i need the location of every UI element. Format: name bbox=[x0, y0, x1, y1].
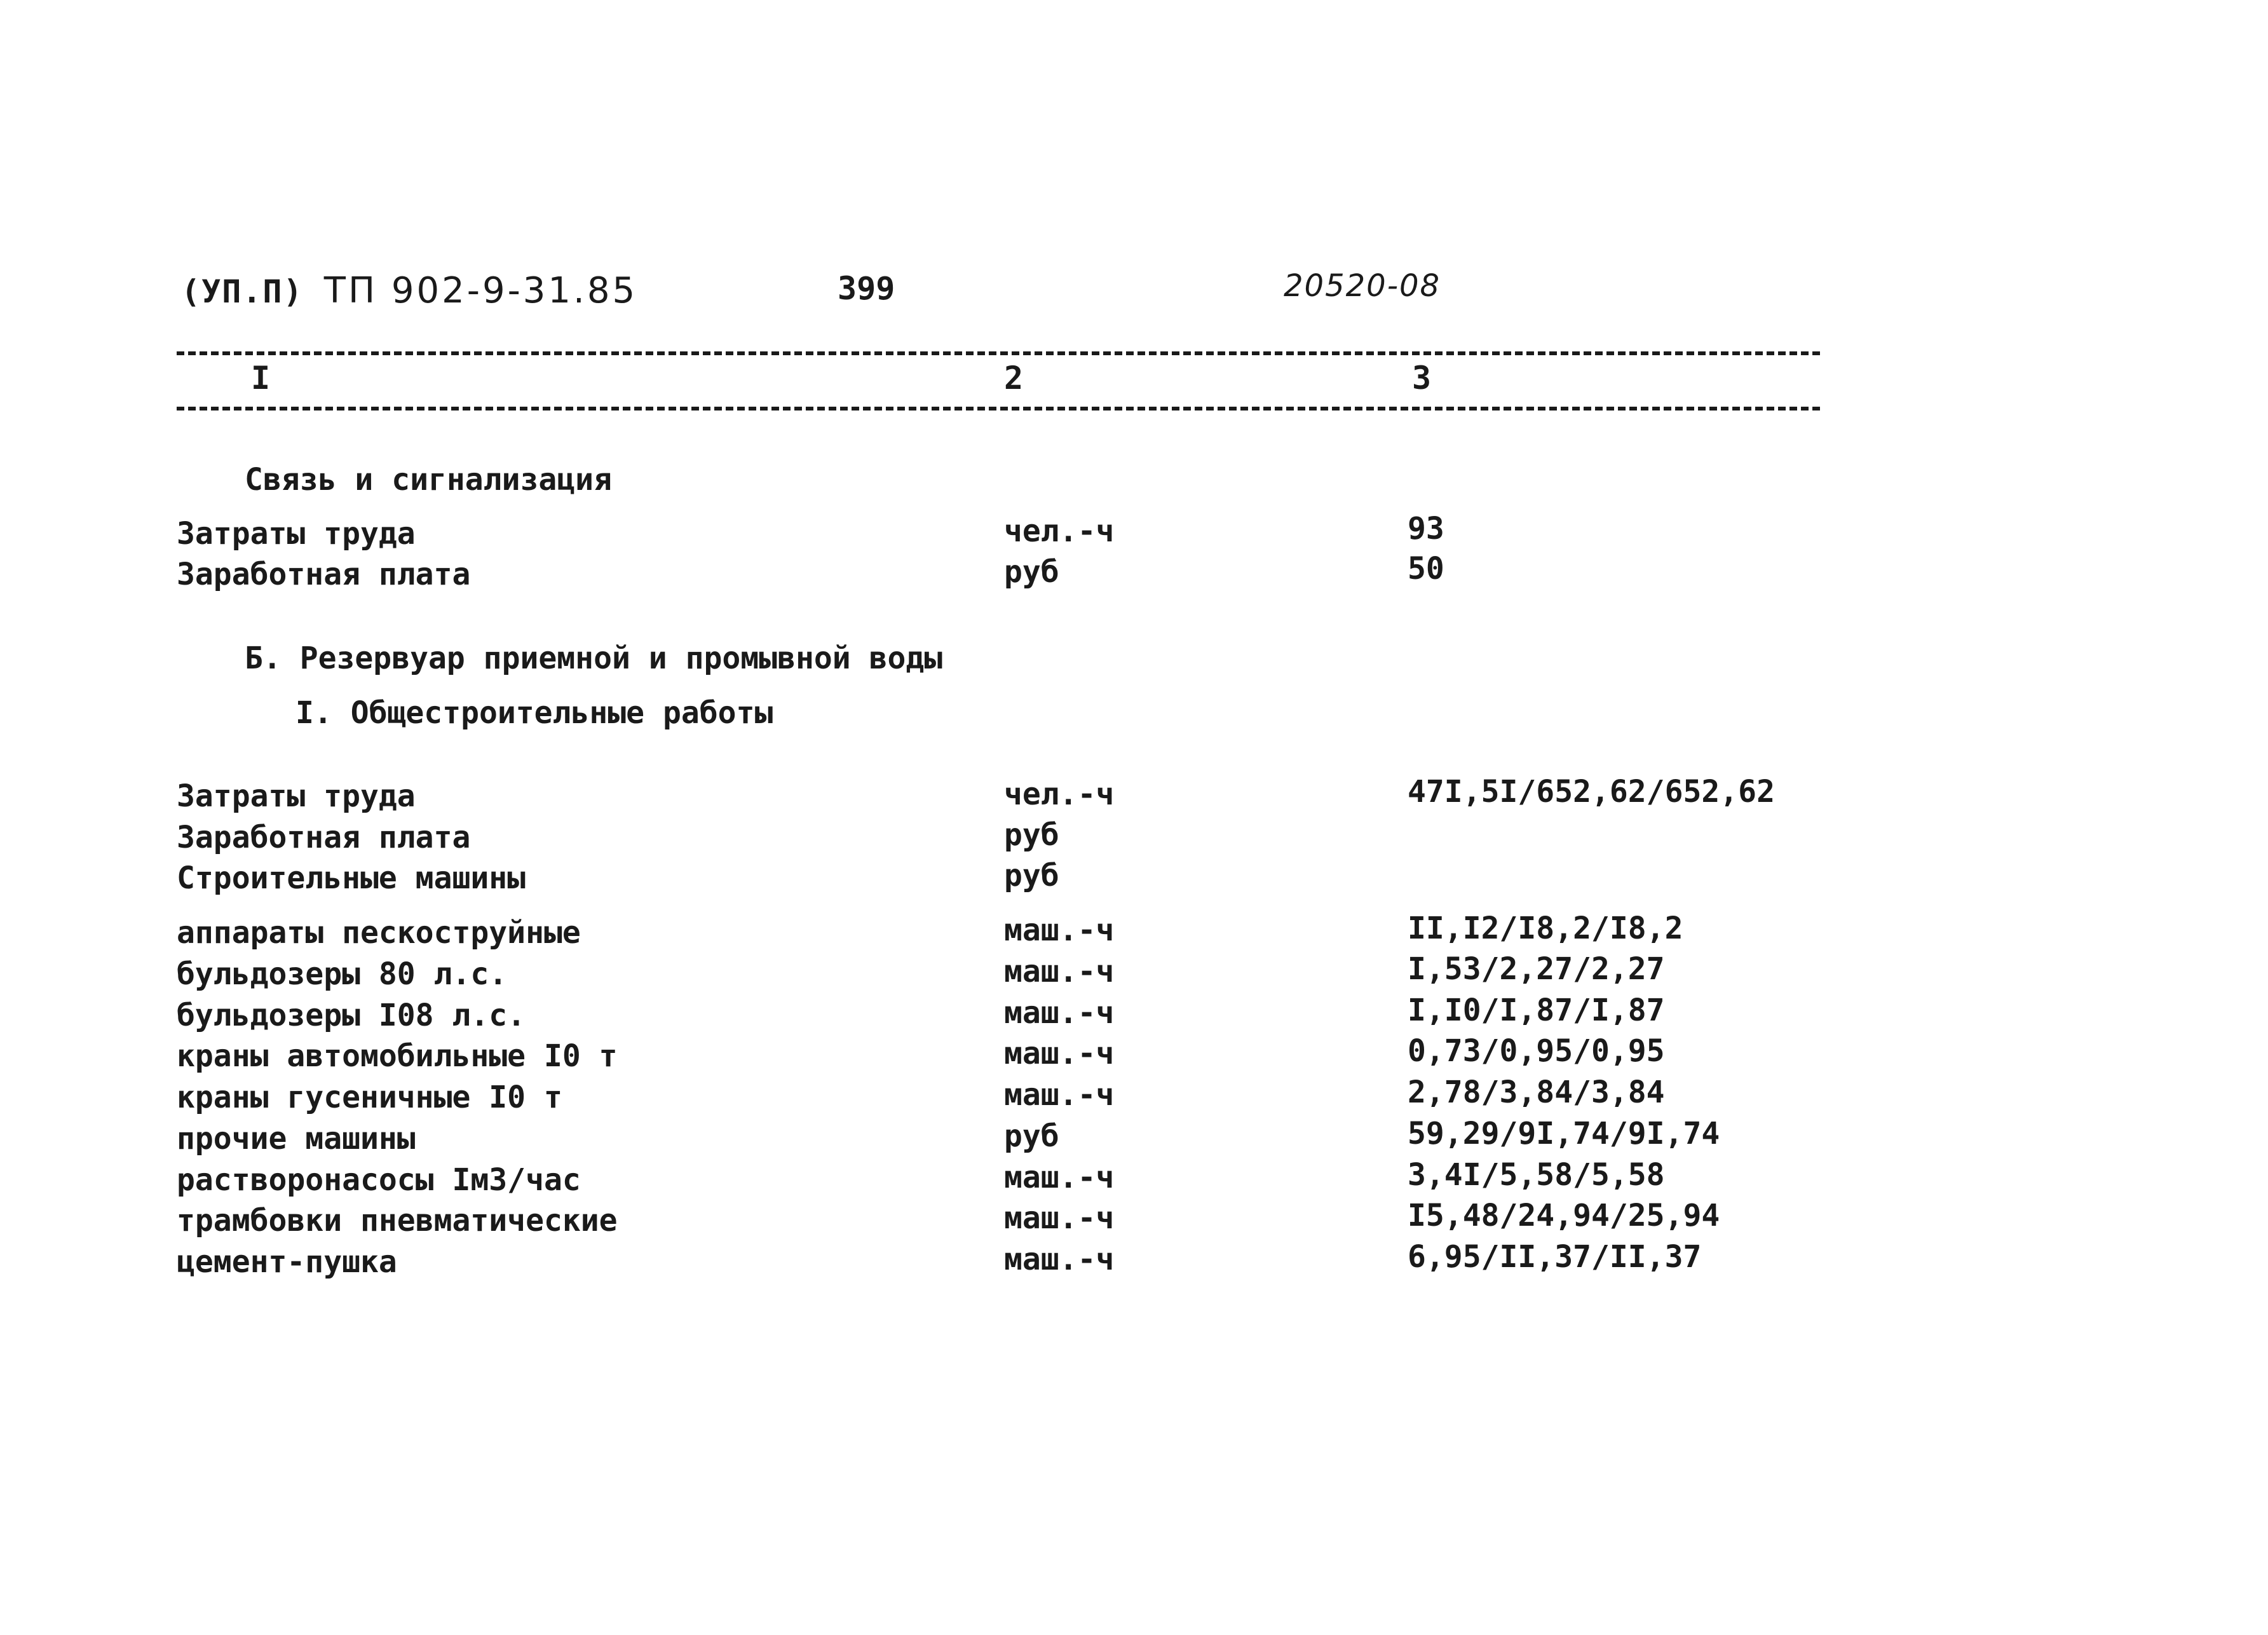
row-name: Заработная плата bbox=[177, 820, 471, 855]
machine-row-value: I,I0/I,87/I,87 bbox=[1408, 993, 1665, 1028]
doc-code bbox=[181, 270, 637, 311]
machine-row-name: цемент-пушка bbox=[177, 1244, 397, 1280]
row-unit: чел.-ч bbox=[1004, 513, 1115, 549]
row-unit: руб bbox=[1004, 817, 1059, 853]
machine-row-value: 3,4I/5,58/5,58 bbox=[1408, 1157, 1665, 1193]
row-unit: руб bbox=[1004, 858, 1059, 893]
machine-row-value: II,I2/I8,2/I8,2 bbox=[1408, 911, 1683, 946]
page-number: 399 bbox=[838, 270, 895, 307]
section-title-b: Б. Резервуар приемной и промывной воды bbox=[245, 641, 943, 676]
machine-row-value: 59,29/9I,74/9I,74 bbox=[1408, 1116, 1720, 1151]
machine-row-unit: маш.-ч bbox=[1004, 1242, 1115, 1277]
row-name: Затраты труда bbox=[177, 778, 416, 814]
machine-row-name: аппараты пескоструйные bbox=[177, 915, 581, 951]
row-unit: чел.-ч bbox=[1004, 777, 1115, 812]
machine-row-value: 6,95/II,37/II,37 bbox=[1408, 1239, 1702, 1275]
machine-row-unit: маш.-ч bbox=[1004, 1077, 1115, 1113]
row-name: Затраты труда bbox=[177, 516, 416, 552]
dashed-rule-top bbox=[177, 351, 1820, 355]
dashed-rule-bottom bbox=[177, 407, 1820, 410]
row-value: 50 bbox=[1408, 551, 1444, 587]
machine-row-unit: маш.-ч bbox=[1004, 912, 1115, 948]
machine-row-name: прочие машины bbox=[177, 1121, 416, 1157]
column-header-2: 2 bbox=[1004, 360, 1024, 397]
machine-row-name: бульдозеры I08 л.с. bbox=[177, 998, 526, 1033]
machine-row-unit: маш.-ч bbox=[1004, 954, 1115, 989]
section-title-communication: Связь и сигнализация bbox=[245, 462, 612, 498]
machine-row-unit: маш.-ч bbox=[1004, 1200, 1115, 1236]
machine-row-value: I,53/2,27/2,27 bbox=[1408, 951, 1665, 987]
row-name: Заработная плата bbox=[177, 557, 471, 592]
machine-row-value: 0,73/0,95/0,95 bbox=[1408, 1033, 1665, 1069]
machine-row-unit: маш.-ч bbox=[1004, 1036, 1115, 1071]
row-unit: руб bbox=[1004, 554, 1059, 590]
machine-row-value: 2,78/3,84/3,84 bbox=[1408, 1075, 1665, 1110]
machine-row-name: бульдозеры 80 л.с. bbox=[177, 956, 508, 992]
document-number: 20520-08 bbox=[1284, 268, 1441, 304]
row-value: 47I,5I/652,62/652,62 bbox=[1408, 774, 1775, 810]
machine-row-name: растворонасосы Iм3/час bbox=[177, 1162, 581, 1198]
machine-row-unit: руб bbox=[1004, 1118, 1059, 1154]
column-header-3: 3 bbox=[1412, 360, 1432, 397]
machine-row-name: краны автомобильные I0 т bbox=[177, 1038, 618, 1074]
machine-row-name: краны гусеничные I0 т bbox=[177, 1080, 562, 1115]
row-value: 93 bbox=[1408, 511, 1444, 546]
row-name: Строительные машины bbox=[177, 860, 526, 896]
machine-row-unit: маш.-ч bbox=[1004, 995, 1115, 1031]
machine-row-value: I5,48/24,94/25,94 bbox=[1408, 1198, 1720, 1233]
machine-row-name: трамбовки пневматические bbox=[177, 1203, 618, 1238]
section-subtitle-b: I. Общестроительные работы bbox=[295, 695, 773, 731]
column-header-1: I bbox=[251, 360, 271, 397]
doc-code-handwritten: ТП 902-9-31.85 bbox=[323, 270, 638, 311]
machine-row-unit: маш.-ч bbox=[1004, 1160, 1115, 1195]
doc-prefix: (УП.П) bbox=[181, 273, 304, 310]
